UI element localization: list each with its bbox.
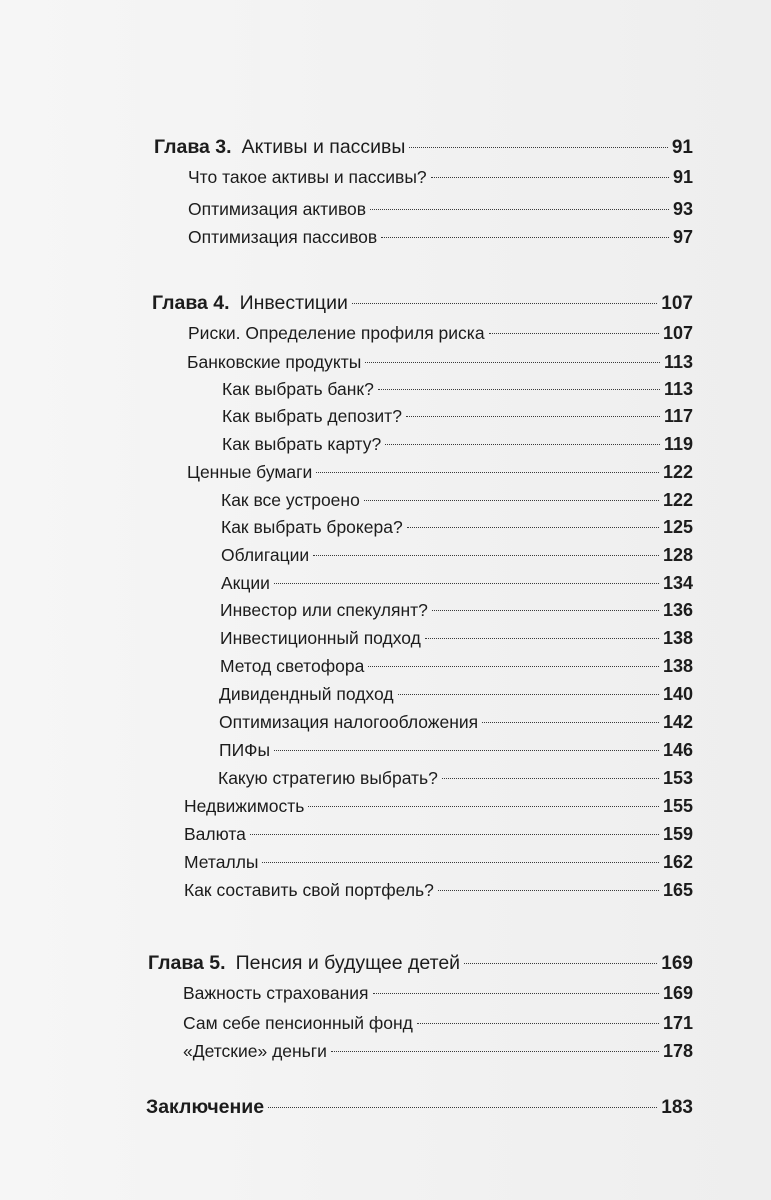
dot-leader: [373, 993, 659, 994]
dot-leader: [409, 147, 667, 148]
entry-title: Оптимизация активов: [188, 199, 367, 219]
page-number: 117: [663, 406, 693, 426]
chapter-prefix: Глава 4.: [152, 292, 230, 314]
entry-title: Ценные бумаги: [187, 462, 313, 482]
page-number: 136: [662, 600, 693, 620]
dot-leader: [250, 834, 659, 835]
page-number: 113: [663, 352, 693, 372]
page-number: 119: [663, 434, 693, 454]
toc-entry: [222, 402, 693, 430]
entry-title: Как составить свой портфель?: [184, 880, 434, 900]
entry-title: Как выбрать карту?: [222, 434, 382, 454]
toc-entry: [183, 1037, 693, 1065]
toc-entry: [184, 876, 693, 904]
toc-entry: [188, 195, 693, 223]
toc-entry: [187, 458, 693, 486]
toc-entry: [222, 430, 693, 458]
dot-leader: [442, 778, 659, 779]
dot-leader: [274, 583, 659, 584]
chapter-title: Пенсия и будущее детей: [235, 952, 461, 974]
dot-leader: [331, 1051, 659, 1052]
dot-leader: [274, 750, 659, 751]
entry-title: Недвижимость: [184, 796, 305, 816]
toc-entry: [184, 792, 693, 820]
toc-chapter-3: [154, 133, 693, 161]
page-number: 128: [662, 545, 693, 565]
page-number: 122: [662, 462, 693, 482]
page-number: 107: [662, 323, 693, 343]
toc-entry: [221, 569, 693, 597]
toc-entry: [220, 652, 693, 680]
entry-title: Сам себе пенсионный фонд: [183, 1013, 413, 1033]
toc-entry: [188, 223, 693, 251]
page-number: 125: [662, 517, 693, 537]
page-number: 97: [672, 227, 693, 247]
toc-chapter-4: [152, 289, 693, 317]
toc-entry: [221, 486, 693, 514]
dot-leader: [398, 694, 659, 695]
chapter-title: Активы и пассивы: [241, 136, 406, 158]
entry-title: Риски. Определение профиля риска: [188, 323, 485, 343]
page-number: 91: [671, 137, 693, 158]
entry-title: Какую стратегию выбрать?: [218, 768, 438, 788]
entry-title: Что такое активы и пассивы?: [188, 167, 427, 187]
entry-title: Как выбрать банк?: [222, 379, 374, 399]
page-number: 142: [662, 712, 693, 732]
dot-leader: [368, 666, 659, 667]
dot-leader: [313, 555, 659, 556]
dot-leader: [370, 209, 669, 210]
page-number: 178: [662, 1041, 693, 1061]
toc-entry: [187, 348, 693, 376]
dot-leader: [406, 416, 660, 417]
dot-leader: [407, 527, 659, 528]
dot-leader: [431, 177, 669, 178]
toc-entry: [221, 541, 693, 569]
toc-entry: [183, 1009, 693, 1037]
dot-leader: [316, 472, 659, 473]
page-number: 153: [662, 768, 693, 788]
chapter-prefix: Глава 3.: [154, 136, 232, 158]
entry-title: Как все устроено: [221, 490, 360, 510]
dot-leader: [438, 890, 659, 891]
dot-leader: [364, 500, 659, 501]
page-number: 138: [662, 656, 693, 676]
page-number: 113: [663, 379, 693, 399]
page-number: 146: [662, 740, 693, 760]
page-number: 183: [661, 1097, 693, 1118]
toc-entry: [220, 596, 693, 624]
entry-title: Дивидендный подход: [219, 684, 394, 704]
toc-entry: [220, 624, 693, 652]
page-number: 169: [661, 953, 693, 974]
dot-leader: [464, 963, 657, 964]
conclusion-title: Заключение: [146, 1096, 265, 1118]
dot-leader: [482, 722, 659, 723]
page-number: 122: [662, 490, 693, 510]
entry-title: Металлы: [184, 852, 259, 872]
toc-entry: [219, 736, 693, 764]
dot-leader: [385, 444, 660, 445]
dot-leader: [352, 303, 657, 304]
dot-leader: [425, 638, 659, 639]
dot-leader: [432, 610, 659, 611]
entry-title: Инвестиционный подход: [220, 628, 421, 648]
chapter-title: Инвестиции: [239, 292, 348, 314]
page-number: 171: [662, 1013, 693, 1033]
dot-leader: [365, 362, 660, 363]
toc-entry: [222, 375, 693, 403]
entry-title: Важность страхования: [183, 983, 369, 1003]
toc-entry: [219, 708, 693, 736]
dot-leader: [268, 1107, 657, 1108]
toc-conclusion: [146, 1093, 693, 1121]
toc-entry: [188, 319, 693, 347]
page-number: 91: [672, 167, 693, 187]
page-number: 134: [662, 573, 693, 593]
toc-entry: [218, 764, 693, 792]
entry-title: ПИФы: [219, 740, 271, 760]
page-number: 169: [662, 983, 693, 1003]
entry-title: Оптимизация налогообложения: [219, 712, 479, 732]
entry-title: Банковские продукты: [187, 352, 362, 372]
toc-entry: [221, 513, 693, 541]
page-number: 155: [662, 796, 693, 816]
page-number: 140: [662, 684, 693, 704]
dot-leader: [489, 333, 659, 334]
toc-entry: [219, 680, 693, 708]
toc-entry: [183, 979, 693, 1007]
toc-chapter-5: [148, 949, 693, 977]
toc-entry: [188, 163, 693, 191]
entry-title: Метод светофора: [220, 656, 365, 676]
entry-title: Как выбрать брокера?: [221, 517, 403, 537]
dot-leader: [381, 237, 669, 238]
page-number: 107: [661, 293, 693, 314]
toc-entry: [184, 820, 693, 848]
page-number: 165: [662, 880, 693, 900]
dot-leader: [262, 862, 658, 863]
page-number: 159: [662, 824, 693, 844]
entry-title: Облигации: [221, 545, 310, 565]
entry-title: Как выбрать депозит?: [222, 406, 402, 426]
dot-leader: [378, 389, 660, 390]
toc-entry: [184, 848, 693, 876]
page-number: 138: [662, 628, 693, 648]
entry-title: «Детские» деньги: [183, 1041, 327, 1061]
entry-title: Оптимизация пассивов: [188, 227, 378, 247]
entry-title: Инвестор или спекулянт?: [220, 600, 428, 620]
chapter-prefix: Глава 5.: [148, 952, 226, 974]
dot-leader: [417, 1023, 659, 1024]
entry-title: Акции: [221, 573, 270, 593]
page-number: 162: [662, 852, 693, 872]
page-number: 93: [672, 199, 693, 219]
dot-leader: [308, 806, 659, 807]
entry-title: Валюта: [184, 824, 246, 844]
